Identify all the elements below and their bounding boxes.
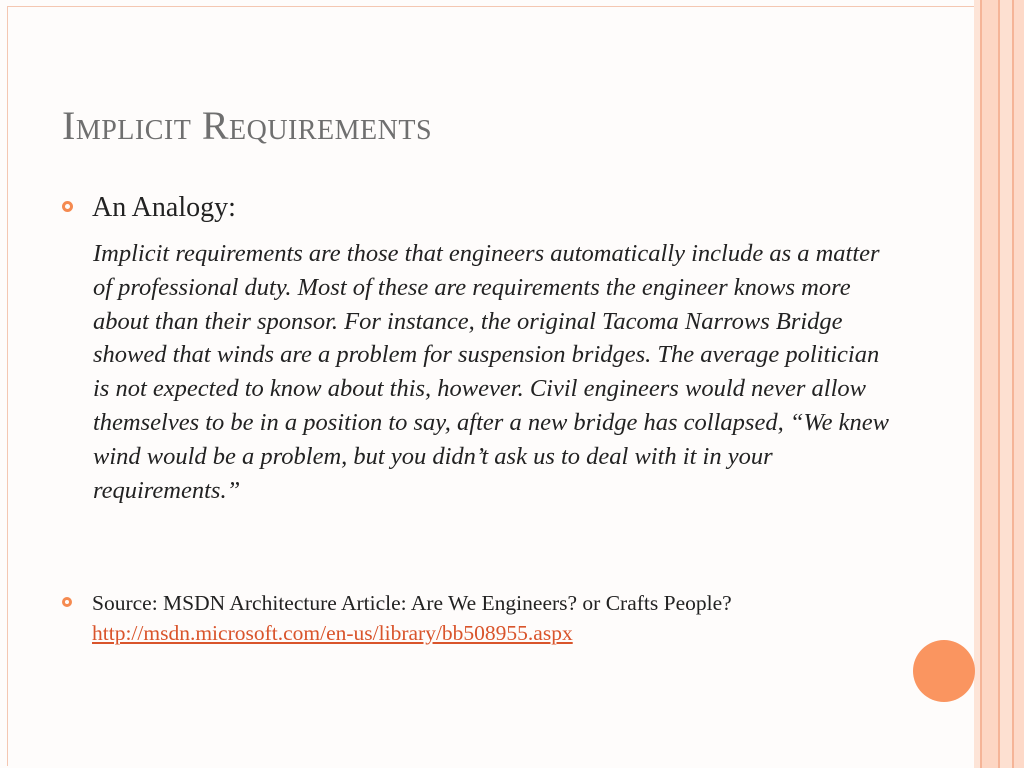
bullet-text: An Analogy:: [92, 192, 236, 223]
bullet-analogy: [62, 190, 236, 226]
orange-circle-icon: [913, 640, 975, 702]
stripe: [982, 0, 998, 768]
analogy-quote: Implicit requirements are those that engineers automatically include as a matter of professional duty. Most of these are requirements the engineer knows more about than their sponsor. For instance, the original Tacoma Narrows Bridge showed that winds are a problem for suspension bridges. The average politician is not expected to know about this, however. Civil engineers would never allow themselves to be in a position to say, after a new bridge has collapsed, “We knew wind would be a problem, but you didn’t ask us to deal with it in your requirements.”: [93, 240, 889, 504]
source-text: [92, 588, 882, 648]
stripe: [1000, 0, 1012, 768]
source-label: Source: MSDN Architecture Article: Are We Engineers? or Crafts People?: [92, 591, 732, 615]
bullet-source: [62, 588, 882, 648]
ring-bullet-icon: [62, 201, 73, 212]
ring-bullet-icon: [62, 597, 72, 607]
stripe: [1014, 0, 1024, 768]
slide-title: Implicit Requirements: [62, 103, 433, 148]
decorative-stripes: [974, 0, 1024, 768]
source-link[interactable]: http://msdn.microsoft.com/en-us/library/bb508955.aspx: [92, 621, 573, 645]
